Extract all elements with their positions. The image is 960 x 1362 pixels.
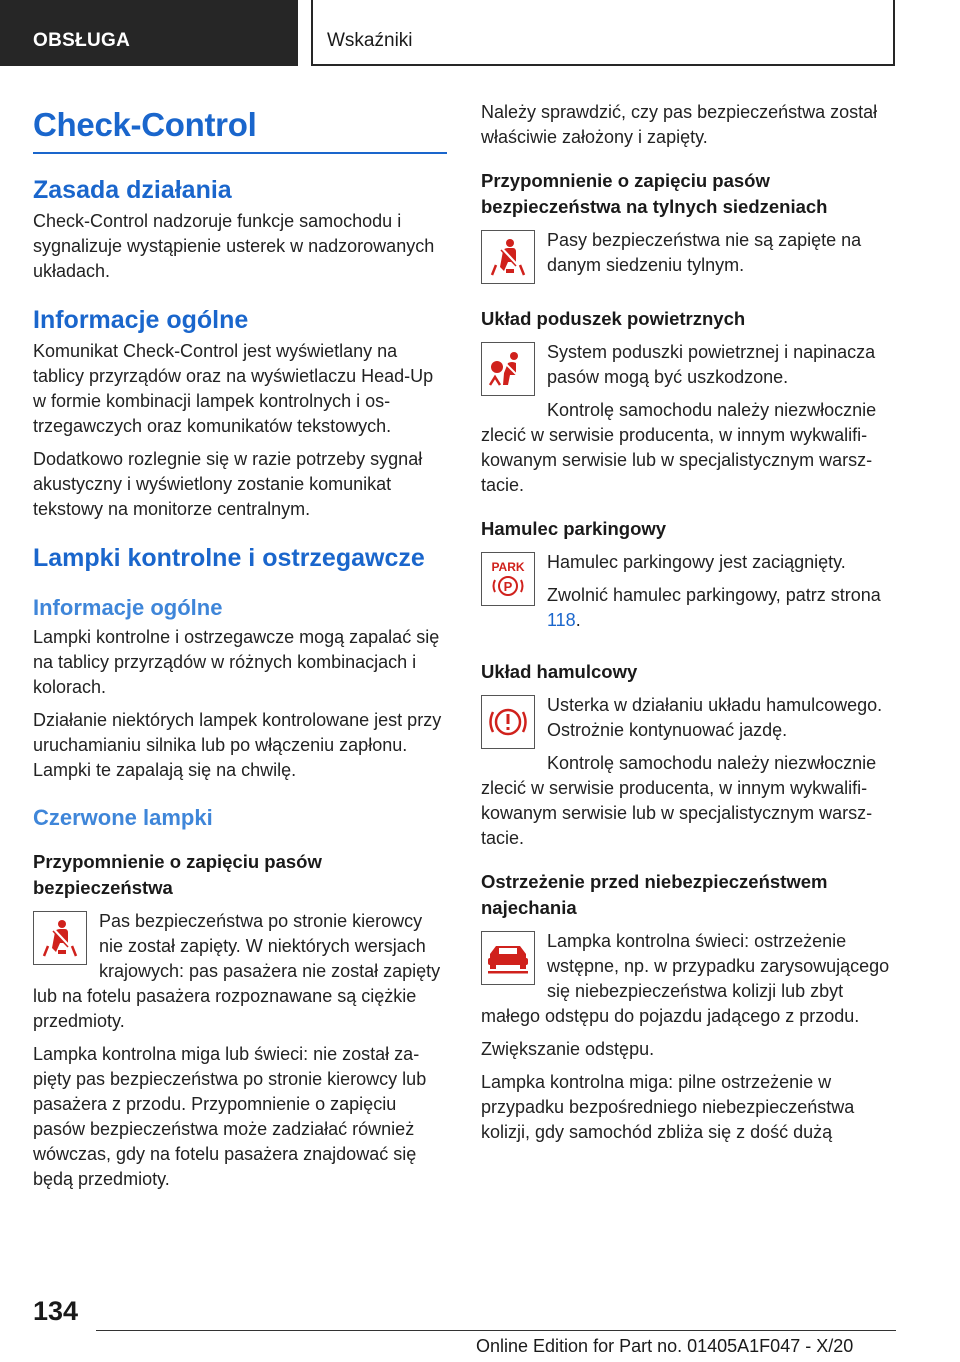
subsection-label: Wskaźniki bbox=[311, 0, 895, 66]
heading-parking: Hamulec parkingowy bbox=[481, 518, 667, 539]
lamp-parking bbox=[481, 550, 896, 594]
heading-czerwone: Czerwone lampki bbox=[33, 805, 213, 830]
text-brake-1: Usterka w działaniu układu hamulcowego. Ostrożnie kontynuować jazdę. bbox=[547, 695, 883, 740]
parking-icon-letter: P bbox=[503, 579, 513, 594]
text-seatbelt-1: Pas bezpieczeństwa po stronie kierowcy nie został zapięty. W niektórych wersjach krajowych: pas pasażera nie został zapięty lub na fotelu pasażera rozpoznawane są ciężkie przedmioty. bbox=[33, 911, 441, 1031]
heading-zasada: Zasada działania bbox=[33, 176, 232, 204]
airbag-warning-icon bbox=[481, 342, 535, 396]
page-number: 134 bbox=[33, 1296, 79, 1326]
lamp-seatbelt bbox=[33, 909, 447, 1034]
heading-tylne: Przypomnienie o zapięciu pasów bezpieczeństwa na tylnych siedzeniach bbox=[481, 170, 828, 217]
footer-divider bbox=[96, 1330, 896, 1331]
paragraph-info-2: Dodatkowo rozlegnie się w razie potrzeby sygnał akustyczny i wyświetlony zostanie komunikat tekstowy na monitorze centralnym. bbox=[33, 449, 423, 519]
paragraph-lampki-1: Lampki kontrolne i ostrzegawcze mogą zapalać się na tablicy przyrządów w różnych kombinacjach i kolorach. bbox=[33, 627, 440, 697]
right-column bbox=[481, 100, 896, 1153]
paragraph-airbag-2: Kontrolę samochodu należy niezwłocznie zlecić w serwisie producenta, w innym wykwalifikowanym serwisie lub w specjalistycznym warsztacie. bbox=[481, 400, 877, 495]
parking-brake-icon bbox=[481, 552, 535, 606]
paragraph-lampki-2: Działanie niektórych lampek kontrolowane jest przy uruchamianiu silnika lub po włączeniu zapłonu. Lampki te zapalają się na chwilę. bbox=[33, 710, 442, 780]
footer-edition: Online Edition for Part no. 01405A1F047 - X/20 bbox=[476, 1336, 854, 1356]
text-parking-2-suffix: . bbox=[575, 610, 581, 630]
paragraph-zasada: Check-Control nadzoruje funkcje samochodu i sygnalizuje wystąpienie usterek w nadzorowanych układach. bbox=[33, 211, 435, 281]
heading-informacje: Informacje ogólne bbox=[33, 306, 249, 334]
paragraph-intro: Należy sprawdzić, czy pas bezpieczeństwa został właściwie założony i zapięty. bbox=[481, 102, 878, 147]
paragraph-collision-2: Zwiększanie odstępu. bbox=[481, 1039, 655, 1059]
text-parking-2-prefix: Zwolnić hamulec parkingowy, patrz strona bbox=[547, 585, 881, 605]
paragraph-collision-3: Lampka kontrolna miga: pilne ostrzeżenie w przypadku bezpośredniego niebezpieczeństwa kolizji, gdy samochód zbliża się z dość dużą bbox=[481, 1072, 855, 1142]
heading-brake: Układ hamulcowy bbox=[481, 661, 638, 682]
parking-icon-label: PARK bbox=[491, 560, 525, 574]
seatbelt-warning-icon bbox=[33, 911, 87, 965]
heading-lampki: Lampki kontrolne i ostrzegawcze bbox=[33, 544, 425, 572]
page-header bbox=[0, 0, 960, 66]
heading-airbag: Układ poduszek powietrznych bbox=[481, 308, 746, 329]
page-link-118[interactable]: 118 bbox=[547, 610, 576, 630]
heading-lampki-info: Informacje ogólne bbox=[33, 595, 223, 620]
page-title: Check-Control bbox=[33, 106, 447, 154]
text-airbag-1: System poduszki powietrznej i napinacza pasów mogą być uszkodzone. bbox=[547, 342, 876, 387]
lamp-brake bbox=[481, 693, 896, 743]
lamp-rear-seatbelt bbox=[481, 228, 896, 278]
heading-collision: Ostrzeżenie przed niebezpieczeństwem najechania bbox=[481, 871, 828, 918]
brake-system-warning-icon bbox=[481, 695, 535, 749]
lamp-airbag bbox=[481, 340, 896, 390]
collision-warning-icon bbox=[481, 931, 535, 985]
paragraph-info-1: Komunikat Check-Control jest wyświetlany na tablicy przyrządów oraz na wyświetlaczu Head-Up w formie kombinacji lampek kontrolnych i ostrzegawczych oraz komunikatów tekstowych. bbox=[33, 341, 434, 436]
paragraph-brake-2: Kontrolę samochodu należy niezwłocznie zlecić w serwisie producenta, w innym wykwalifikowanym serwisie lub w specjalistycznym warsztacie. bbox=[481, 753, 877, 848]
text-collision-1: Lampka kontrolna świeci: ostrzeżenie wstępne, np. w przypadku zarysowującego się niebezpieczeństwa kolizji lub zbyt małego odstępu do pojazdu jadącego z przodu. bbox=[481, 931, 890, 1026]
heading-pasy: Przypomnienie o zapięciu pasów bezpieczeństwa bbox=[33, 851, 322, 898]
paragraph-parking-2 bbox=[481, 583, 896, 633]
rear-seatbelt-warning-icon bbox=[481, 230, 535, 284]
section-label: OBSŁUGA bbox=[0, 0, 298, 66]
left-column bbox=[33, 100, 447, 1200]
lamp-collision bbox=[481, 929, 896, 1029]
text-parking-1: Hamulec parkingowy jest zaciągnięty. bbox=[547, 552, 846, 572]
paragraph-seatbelt-2: Lampka kontrolna miga lub świeci: nie został zapięty pas bezpieczeństwa po stronie kierowcy lub pasażera z przodu. Przypomnienie o zapięciu pasów bezpieczeństwa może zadziałać również wówczas, gdy na fotelu pasażera znajdować się będą przedmioty. bbox=[33, 1044, 427, 1189]
text-rear-seatbelt: Pasy bezpieczeństwa nie są zapięte na danym siedzeniu tylnym. bbox=[547, 230, 862, 275]
